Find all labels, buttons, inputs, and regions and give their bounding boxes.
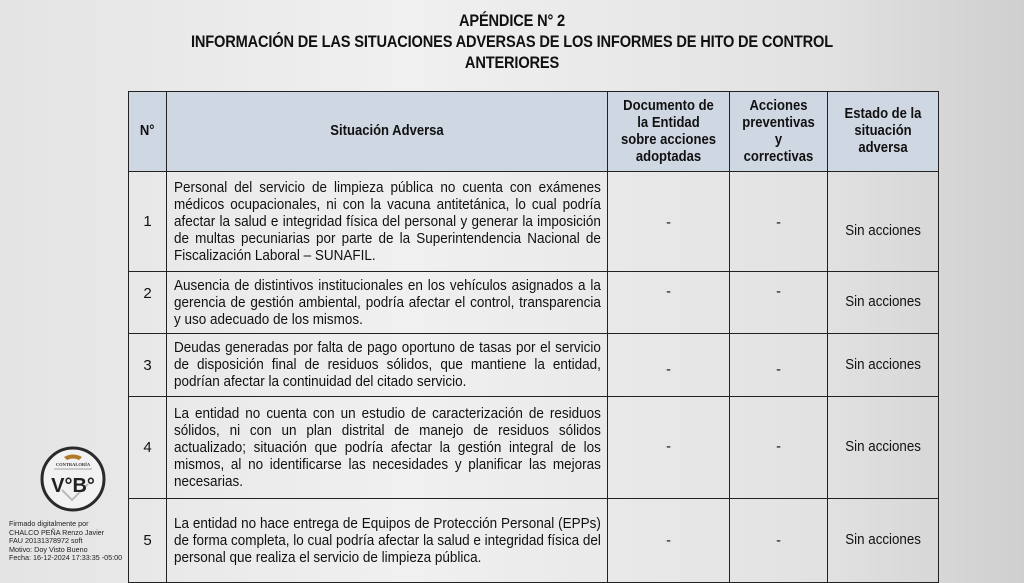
situation-text: Deudas generadas por falta de pago oportuno de tasas por el servicio de disposición final de residuos sólidos, que mantiene la entidad, podrían afectar la continuidad del citado servicio. [167, 334, 608, 397]
actions-cell: - [730, 272, 828, 334]
actions-cell: - [730, 334, 828, 397]
signature-signer: CHALCO PEÑA Renzo Javier [9, 527, 105, 537]
document-cell: - [608, 397, 730, 499]
status-cell: Sin acciones [828, 499, 939, 583]
column-header-actions: Acciones preventivas y correctivas [730, 92, 828, 172]
document-cell: - [608, 272, 730, 334]
stamp-vb-text: V°B° [51, 475, 95, 497]
section-title-continued: ANTERIORES [464, 53, 560, 72]
column-header-document: Documento de la Entidad sobre acciones adoptadas [608, 92, 730, 172]
row-number: 3 [129, 334, 167, 397]
stamp-org-text: CONTRALORÍA [55, 462, 91, 467]
table-row [129, 334, 939, 397]
document-cell: - [608, 334, 730, 397]
status-cell: Sin acciones [828, 397, 939, 499]
section-title: INFORMACIÓN DE LAS SITUACIONES ADVERSAS DE LOS INFORMES DE HITO DE CONTROL [191, 32, 833, 51]
signature-line: Firmado digitalmente por [9, 519, 89, 528]
actions-cell: - [730, 172, 828, 272]
actions-cell: - [730, 499, 828, 583]
adverse-situations-table [128, 91, 939, 583]
signature-date: Fecha: 16-12-2024 17:33:35 -05:00 [9, 553, 123, 563]
row-number: 2 [129, 272, 167, 334]
digital-signature-block [9, 520, 122, 563]
table-row [129, 397, 939, 499]
row-number: 4 [129, 397, 167, 499]
column-header-status: Estado de la situación adversa [828, 92, 939, 172]
status-cell: Sin acciones [828, 334, 939, 397]
table-row [129, 272, 939, 334]
table-row [129, 499, 939, 583]
document-cell: - [608, 499, 730, 583]
column-header-situation: Situación Adversa [167, 92, 608, 172]
table-header-row [129, 92, 939, 172]
appendix-title: APÉNDICE N° 2 [459, 11, 565, 30]
column-header-number: N° [129, 92, 167, 172]
situation-text: Personal del servicio de limpieza pública no cuenta con exámenes médicos ocupacionales, ni con la vacuna antitetánica, lo cual podría afectar la salud e integridad física del personal y generar la imposición de multas pecuniarias por parte de la Superintendencia Nacional de Fiscalización Laboral – SUNAFIL. [167, 172, 608, 272]
situation-text: La entidad no cuenta con un estudio de caracterización de residuos sólidos, ni con un plan distrital de manejo de residuos sólidos actualizado; situación que podría afectar la gestión integral de los mismos, al no identificarse las necesidades y planificar las mejoras necesarias. [167, 397, 608, 499]
table-row [129, 172, 939, 272]
visto-bueno-stamp-icon [40, 446, 106, 512]
signature-fau: FAU 20131378972 soft [9, 536, 83, 546]
status-cell: Sin acciones [828, 172, 939, 272]
signature-reason: Motivo: Doy Visto Bueno [9, 544, 88, 554]
row-number: 1 [129, 172, 167, 272]
status-cell: Sin acciones [828, 272, 939, 334]
actions-cell: - [730, 397, 828, 499]
document-title-block [0, 10, 1024, 73]
situation-text: Ausencia de distintivos institucionales en los vehículos asignados a la gerencia de gestión ambiental, podría afectar el control, transparencia y uso adecuado de los mismos. [167, 272, 608, 334]
row-number: 5 [129, 499, 167, 583]
document-cell: - [608, 172, 730, 272]
situation-text: La entidad no hace entrega de Equipos de Protección Personal (EPPs) de forma completa, lo cual podría afectar la salud e integridad física del personal que realiza el servicio de limpieza pública. [167, 499, 608, 583]
